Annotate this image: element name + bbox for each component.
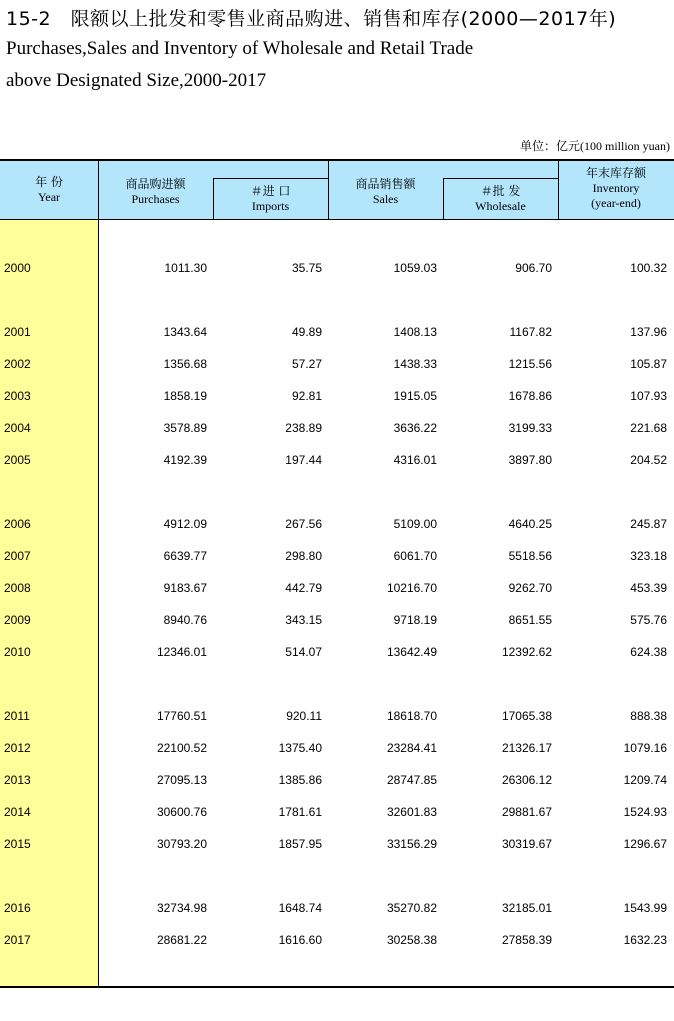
header-inventory-cn: 年末库存额 [585, 166, 646, 180]
cell-wholesale: 30319.67 [501, 837, 552, 851]
cell-imports: 1385.86 [278, 773, 322, 787]
subheader-line-imports [213, 178, 329, 179]
cell-imports: 442.79 [285, 581, 322, 595]
cell-year: 2004 [4, 421, 31, 435]
cell-sales: 5109.00 [393, 517, 437, 531]
header-inventory-en2: (year-end) [591, 196, 641, 210]
cell-inventory: 453.39 [630, 581, 667, 595]
cell-year: 2016 [4, 901, 31, 915]
cell-wholesale: 906.70 [515, 261, 552, 275]
cell-inventory: 221.68 [630, 421, 667, 435]
table-row [0, 261, 674, 277]
cell-sales: 32601.83 [386, 805, 437, 819]
cell-year: 2009 [4, 613, 31, 627]
cell-purchases: 1343.64 [163, 325, 207, 339]
table-title-en-line2: above Designated Size,2000-2017 [6, 70, 267, 91]
cell-purchases: 6639.77 [163, 549, 207, 563]
cell-purchases: 4912.09 [163, 517, 207, 531]
header-inventory [558, 166, 674, 211]
cell-imports: 1616.60 [278, 933, 322, 947]
cell-inventory: 1296.67 [623, 837, 667, 851]
cell-sales: 10216.70 [386, 581, 437, 595]
cell-inventory: 137.96 [630, 325, 667, 339]
header-purchases-en: Purchases [131, 192, 180, 206]
cell-year: 2005 [4, 453, 31, 467]
table-top-border [0, 159, 674, 161]
header-bottom-border [0, 219, 674, 220]
header-year-en: Year [37, 190, 61, 204]
cell-inventory: 245.87 [630, 517, 667, 531]
cell-imports: 92.81 [291, 389, 322, 403]
header-imports-cn: ＃进 口 [250, 184, 291, 198]
cell-wholesale: 29881.67 [501, 805, 552, 819]
table-row [0, 773, 674, 789]
cell-year: 2001 [4, 325, 31, 339]
cell-imports: 197.44 [285, 453, 322, 467]
cell-inventory: 1209.74 [623, 773, 667, 787]
table-row [0, 453, 674, 469]
cell-year: 2010 [4, 645, 31, 659]
cell-year: 2006 [4, 517, 31, 531]
table-row [0, 549, 674, 565]
table-row [0, 389, 674, 405]
cell-year: 2007 [4, 549, 31, 563]
cell-imports: 1648.74 [278, 901, 322, 915]
cell-inventory: 204.52 [630, 453, 667, 467]
header-sales [328, 177, 443, 207]
cell-wholesale: 8651.55 [508, 613, 552, 627]
cell-purchases: 4192.39 [163, 453, 207, 467]
cell-inventory: 105.87 [630, 357, 667, 371]
cell-sales: 1059.03 [393, 261, 437, 275]
cell-sales: 13642.49 [386, 645, 437, 659]
cell-year: 2000 [4, 261, 31, 275]
cell-imports: 35.75 [291, 261, 322, 275]
table-row [0, 325, 674, 341]
header-inventory-en1: Inventory [592, 181, 640, 195]
cell-sales: 1408.13 [393, 325, 437, 339]
header-wholesale [443, 184, 558, 214]
cell-purchases: 3578.89 [163, 421, 207, 435]
cell-wholesale: 17065.38 [501, 709, 552, 723]
table-row [0, 709, 674, 725]
cell-sales: 28747.85 [386, 773, 437, 787]
cell-year: 2011 [4, 709, 30, 723]
cell-inventory: 1632.23 [623, 933, 667, 947]
cell-purchases: 27095.13 [156, 773, 207, 787]
cell-wholesale: 21326.17 [501, 741, 552, 755]
cell-inventory: 1079.16 [623, 741, 667, 755]
header-purchases-cn: 商品购进额 [125, 177, 186, 191]
header-year [0, 175, 98, 205]
table-row [0, 645, 674, 661]
cell-year: 2002 [4, 357, 31, 371]
header-year-cn: 年 份 [35, 175, 63, 189]
cell-purchases: 17760.51 [156, 709, 207, 723]
cell-purchases: 32734.98 [156, 901, 207, 915]
cell-inventory: 1543.99 [623, 901, 667, 915]
header-sales-cn: 商品销售额 [355, 177, 416, 191]
cell-inventory: 624.38 [630, 645, 667, 659]
cell-wholesale: 3199.33 [508, 421, 552, 435]
table-row [0, 741, 674, 757]
cell-inventory: 100.32 [630, 261, 667, 275]
cell-imports: 1781.61 [278, 805, 322, 819]
cell-sales: 35270.82 [386, 901, 437, 915]
cell-wholesale: 1678.86 [508, 389, 552, 403]
cell-inventory: 323.18 [630, 549, 667, 563]
cell-imports: 343.15 [285, 613, 322, 627]
cell-purchases: 28681.22 [156, 933, 207, 947]
cell-sales: 1438.33 [393, 357, 437, 371]
cell-wholesale: 3897.80 [508, 453, 552, 467]
cell-wholesale: 4640.25 [508, 517, 552, 531]
cell-wholesale: 1167.82 [509, 325, 552, 339]
cell-purchases: 30600.76 [156, 805, 207, 819]
cell-inventory: 107.93 [630, 389, 667, 403]
table-row [0, 805, 674, 821]
cell-sales: 6061.70 [393, 549, 437, 563]
cell-year: 2012 [4, 741, 31, 755]
table-row [0, 933, 674, 949]
table-row [0, 357, 674, 373]
cell-year: 2003 [4, 389, 31, 403]
cell-wholesale: 32185.01 [501, 901, 552, 915]
table-row [0, 517, 674, 533]
cell-imports: 1375.40 [278, 741, 322, 755]
table-row [0, 613, 674, 629]
cell-sales: 18618.70 [386, 709, 437, 723]
cell-wholesale: 9262.70 [508, 581, 552, 595]
cell-sales: 33156.29 [386, 837, 437, 851]
cell-wholesale: 12392.62 [501, 645, 552, 659]
cell-imports: 238.89 [285, 421, 322, 435]
cell-year: 2014 [4, 805, 31, 819]
cell-imports: 49.89 [291, 325, 322, 339]
cell-imports: 267.56 [285, 517, 322, 531]
header-imports [213, 184, 328, 214]
cell-inventory: 575.76 [630, 613, 667, 627]
cell-purchases: 12346.01 [156, 645, 207, 659]
cell-imports: 920.11 [286, 709, 322, 723]
table-title-en-line1: Purchases,Sales and Inventory of Wholesale and Retail Trade [6, 38, 474, 59]
table-row [0, 421, 674, 437]
cell-purchases: 30793.20 [156, 837, 207, 851]
header-imports-en: Imports [251, 199, 290, 213]
cell-imports: 298.80 [285, 549, 322, 563]
cell-year: 2015 [4, 837, 31, 851]
cell-purchases: 1356.68 [163, 357, 207, 371]
col-divider-year [98, 161, 99, 986]
cell-imports: 1857.95 [278, 837, 322, 851]
table-row [0, 581, 674, 597]
cell-wholesale: 26306.12 [501, 773, 552, 787]
cell-sales: 3636.22 [393, 421, 437, 435]
header-wholesale-cn: ＃批 发 [480, 184, 521, 198]
cell-sales: 4316.01 [393, 453, 437, 467]
cell-purchases: 1011.30 [164, 261, 207, 275]
cell-year: 2013 [4, 773, 31, 787]
unit-label: 单位：亿元(100 million yuan) [520, 139, 670, 153]
table-title-cn: 15-2 限额以上批发和零售业商品购进、销售和库存(2000—2017年) [6, 8, 617, 30]
cell-purchases: 9183.67 [163, 581, 207, 595]
cell-sales: 9718.19 [393, 613, 437, 627]
header-wholesale-en: Wholesale [475, 199, 526, 213]
subheader-line-wholesale [443, 178, 559, 179]
cell-wholesale: 1215.56 [508, 357, 552, 371]
header-purchases [98, 177, 213, 207]
cell-year: 2008 [4, 581, 31, 595]
cell-inventory: 888.38 [630, 709, 667, 723]
cell-wholesale: 5518.56 [508, 549, 552, 563]
cell-imports: 514.07 [285, 645, 322, 659]
cell-year: 2017 [4, 933, 31, 947]
cell-sales: 30258.38 [386, 933, 437, 947]
cell-sales: 1915.05 [393, 389, 437, 403]
cell-wholesale: 27858.39 [501, 933, 552, 947]
cell-imports: 57.27 [291, 357, 322, 371]
table-row [0, 837, 674, 853]
table-row [0, 901, 674, 917]
cell-purchases: 1858.19 [163, 389, 207, 403]
cell-purchases: 22100.52 [156, 741, 207, 755]
table-bottom-border [0, 986, 674, 988]
cell-inventory: 1524.93 [623, 805, 667, 819]
cell-purchases: 8940.76 [163, 613, 207, 627]
header-sales-en: Sales [372, 192, 399, 206]
cell-sales: 23284.41 [386, 741, 437, 755]
